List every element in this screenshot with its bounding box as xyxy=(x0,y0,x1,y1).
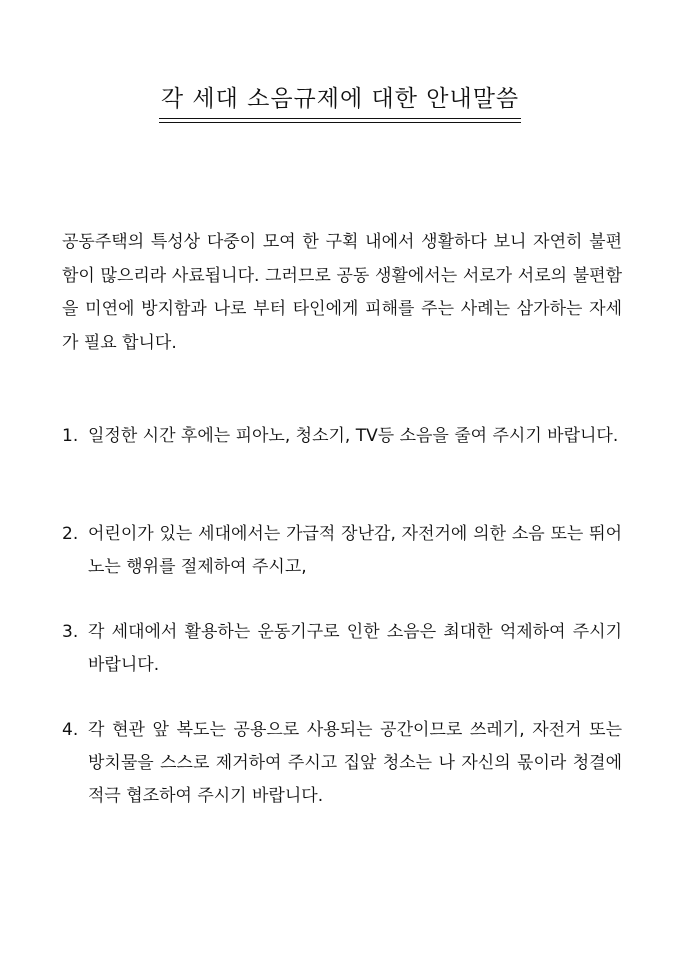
list-item xyxy=(62,714,622,813)
item-text: 일정한 시간 후에는 피아노, 청소기, TV등 소음을 줄여 주시기 바랍니다. xyxy=(88,426,619,446)
item-number: 2. xyxy=(62,524,79,544)
item-number: 4. xyxy=(62,720,79,740)
item-text: 각 현관 앞 복도는 공용으로 사용되는 공간이므로 쓰레기, 자전거 또는 방치물을 스스로 제거하여 주시고 집앞 청소는 나 자신의 몫이라 청결에 적극 협조하여 주시기 바랍니다. xyxy=(88,720,622,806)
item-number: 1. xyxy=(62,426,79,446)
list-item xyxy=(62,616,622,682)
item-text: 각 세대에서 활용하는 운동기구로 인한 소음은 최대한 억제하여 주시기 바랍니다. xyxy=(88,622,622,675)
intro-paragraph: 공동주택의 특성상 다중이 모여 한 구획 내에서 생활하다 보니 자연히 불편함이 많으리라 사료됩니다. 그러므로 공동 생활에서는 서로가 서로의 불편함을 미연에 방지함과 나로 부터 타인에게 피해를 주는 사례는 삼가하는 자세가 필요 합니다. xyxy=(62,232,622,353)
notice-title: 각 세대 소음규제에 대한 안내말씀 xyxy=(159,84,521,119)
title-area xyxy=(0,84,680,119)
item-number: 3. xyxy=(62,622,79,642)
item-text: 어린이가 있는 세대에서는 가급적 장난감, 자전거에 의한 소음 또는 뛰어노는 행위를 절제하여 주시고, xyxy=(88,524,622,577)
list-item xyxy=(62,420,622,453)
list-item xyxy=(62,518,622,584)
